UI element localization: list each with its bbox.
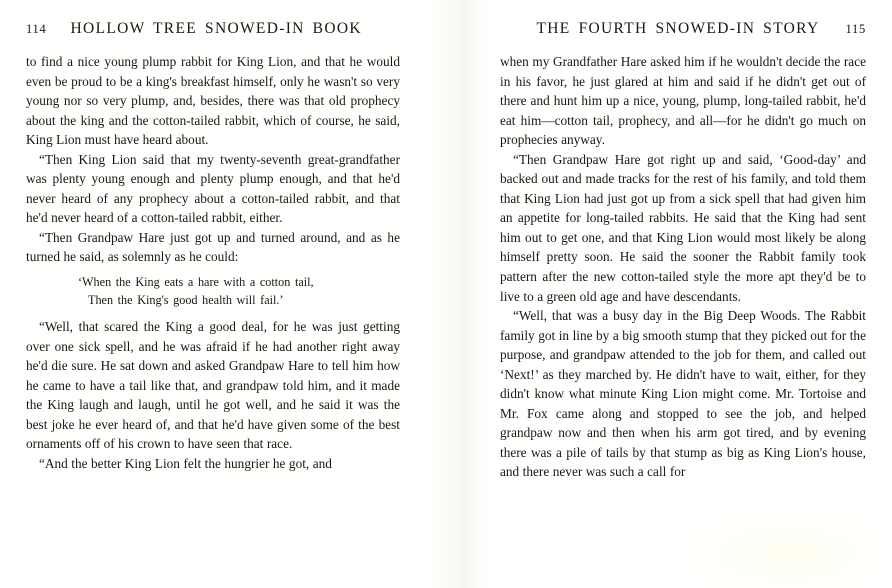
right-running-head bbox=[500, 20, 866, 42]
right-page-number: 115 bbox=[845, 22, 866, 36]
left-running-head-title: HOLLOW TREE SNOWED-IN BOOK bbox=[70, 20, 362, 37]
paragraph: “Then Grandpaw Hare got right up and said, ‘Good-day’ and backed out and made tracks for the rest of his family, and told them that King Lion had just got up from a sick spell that had given him an appetite for long-tailed rabbits. He said that the King had sent him out to get one, and that King Lion would most likely be along himself pretty soon. He said the sooner the Rabbit family took pattern after the new cotton-tailed style the more apt they'd be to live to a green old age and have descendants. bbox=[500, 151, 866, 304]
paragraph: “Well, that was a busy day in the Big Deep Woods. The Rabbit family got in line by a big smooth stump that they picked out for the purpose, and grandpaw attended to the job for them, and called out ‘Next!’ as they marched by. He didn't have to wait, either, for they didn't know what minute King Lion might come. Mr. Tortoise and Mr. Fox came along and stopped to see the job, and helped grandpaw now and then when his arm got tired, and by evening there was a pile of tails by that stump as big as King Lion's house, and there never was such a call for bbox=[500, 308, 866, 480]
right-text-block bbox=[500, 52, 866, 482]
paragraph: when my Grandfather Hare asked him if he wouldn't decide the race in his favor, he just glared at him and said if he didn't get out of there and hunt him up a nice, young, plump, long-tailed rabbit, he'd eat him—cotton tail, prophecy, and all—for he didn't go much on prophecies anyway. bbox=[500, 54, 866, 148]
paragraph: “Well, that scared the King a good deal, for he was just getting over one sick spell, and he was afraid if he had another right away he'd die sure. He sat down and asked Grandpaw Hare to tell him how he came to have a tail like that, and grandpaw told him, and it made the King laugh and laugh, until he got well, and he said it was the best joke he ever heard of, and that he'd have given some of the best ornaments off of his crown to have seen that race. bbox=[26, 319, 400, 452]
paragraph: “And the better King Lion felt the hungrier he got, and bbox=[39, 456, 332, 472]
left-page bbox=[26, 0, 400, 588]
verse-line: Then the King's good health will fail.’ bbox=[88, 292, 284, 307]
left-page-number: 114 bbox=[26, 22, 47, 36]
verse-quotation bbox=[26, 274, 400, 309]
left-text-block bbox=[26, 52, 400, 474]
right-running-head-title: THE FOURTH SNOWED-IN STORY bbox=[536, 20, 820, 37]
paragraph: “Then King Lion said that my twenty-seventh great-grandfather was plenty young enough and plenty plump enough, and that he'd never heard of any prophecy about a cotton-tailed rabbit, and that he'd never heard of a cotton-tailed rabbit, either. bbox=[26, 151, 400, 226]
verse-line: ‘When the King eats a hare with a cotton tail, bbox=[78, 275, 314, 290]
right-page bbox=[500, 0, 866, 588]
paragraph: to find a nice young plump rabbit for King Lion, and that he would even be proud to be a king's breakfast himself, only he wasn't so very young nor so very plump, and, besides, there was that old prophecy about the king and the cotton-tailed rabbit, which of course, he said, King Lion must have heard about. bbox=[26, 54, 400, 148]
left-running-head bbox=[26, 20, 400, 42]
paragraph: “Then Grandpaw Hare just got up and turned around, and as he turned he said, as solemnly as he could: bbox=[26, 229, 400, 265]
